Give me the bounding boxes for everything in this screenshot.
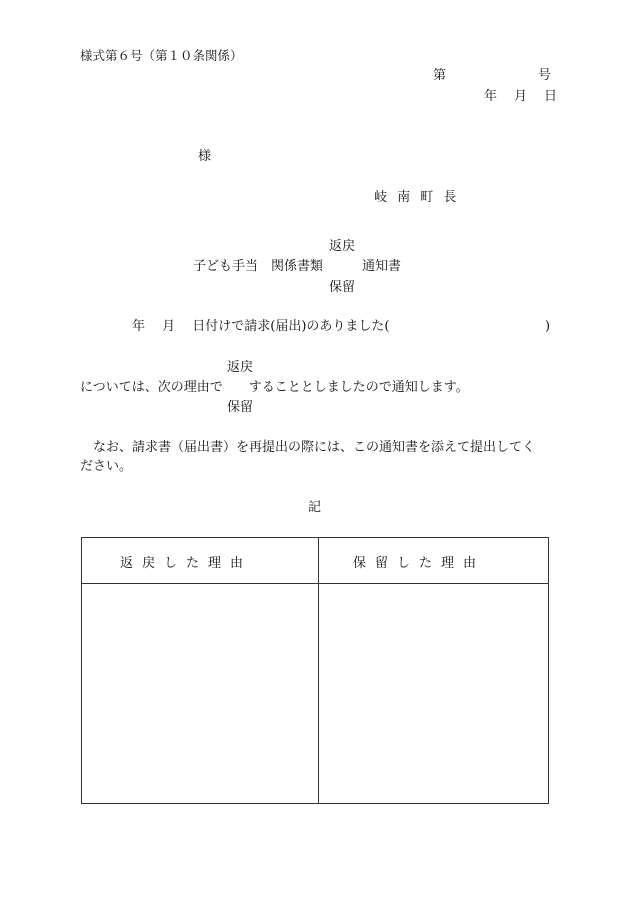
- header-return-reason: 返戻した理由: [120, 556, 253, 571]
- return-reason-cell[interactable]: [82, 584, 318, 803]
- sender-name: 岐 南 町 長: [374, 190, 460, 205]
- form-number-label: 様式第６号（第１０条関係）: [80, 48, 243, 63]
- ki-heading: 記: [308, 500, 322, 515]
- header-hold-reason: 保留した理由: [353, 556, 486, 571]
- document-title: 子ども手当 関係書類 通知書: [193, 259, 402, 274]
- resubmission-note-line-2: ださい。: [80, 459, 133, 474]
- notice-sentence: については、次の理由で することとしましたので通知します。: [80, 380, 469, 395]
- document-date: 年 月 日: [484, 89, 560, 104]
- body-option-return: 返戻: [227, 360, 254, 375]
- reasons-table: [81, 537, 549, 804]
- hold-reason-cell[interactable]: [319, 584, 548, 803]
- addressee-honorific: 様: [198, 149, 212, 164]
- body-option-hold: 保留: [227, 400, 254, 415]
- title-option-return: 返戻: [329, 239, 356, 254]
- document-number-suffix: 号: [538, 68, 552, 83]
- resubmission-note-line-1: なお、請求書（届出書）を再提出の際には、この通知書を添えて提出してく: [80, 440, 536, 455]
- request-date-line: 年 月 日付けで請求(届出)のありました(: [132, 319, 390, 334]
- document-number-prefix: 第: [433, 68, 447, 83]
- request-paren-close: ): [545, 319, 551, 334]
- title-option-hold: 保留: [329, 280, 356, 295]
